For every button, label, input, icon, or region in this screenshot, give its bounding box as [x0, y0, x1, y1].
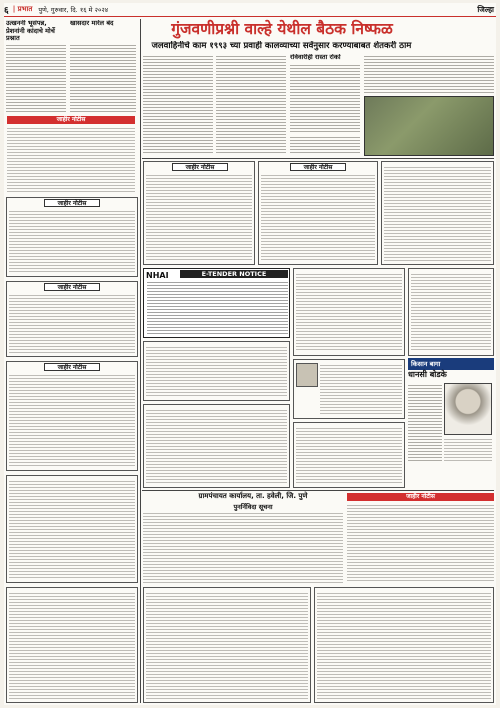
- retender-subtitle: पुनर्निविदा सूचना: [233, 503, 273, 511]
- divider-bottom: [142, 490, 494, 491]
- notice-photo-1: [296, 363, 318, 387]
- notice-text-8: [384, 165, 491, 261]
- field-photo: [364, 96, 494, 156]
- notice-text-13: [146, 408, 287, 484]
- obituary-text-2: [444, 437, 492, 463]
- retender-body: [143, 511, 343, 583]
- kisan-name: धानसी बोडके: [408, 370, 447, 379]
- notice-text-12: [320, 363, 402, 415]
- e-tender-notice: [143, 268, 290, 338]
- notice-label-3: जाहीर नोटीस: [44, 363, 100, 371]
- notice-text-7: [261, 173, 375, 261]
- newspaper-page: [4, 3, 496, 705]
- main-headline: गुंजवणीप्रश्नी वाल्हे येथील बैठक निष्फळ: [171, 20, 393, 38]
- masthead: [4, 3, 496, 17]
- edition-date: पुणे, गुरुवार, दि. १६ मे २०२४: [38, 6, 109, 14]
- obituary-text: [408, 383, 442, 463]
- public-notice-banner-2: जाहीर नोटीस: [347, 493, 494, 501]
- notice-text-11: [146, 345, 287, 397]
- notice-text-5: [9, 591, 135, 699]
- e-tender-body: [147, 280, 288, 335]
- e-tender-title: E-TENDER NOTICE: [180, 270, 288, 278]
- notice-label-1: जाहीर नोटीस: [44, 199, 100, 207]
- notice-text-6: [146, 173, 252, 261]
- notice-label-6: जाहीर नोटीस: [172, 163, 228, 171]
- brand-logo: | प्रभात: [12, 5, 33, 13]
- main-story-col-1: [143, 54, 213, 154]
- column-divider-left: [140, 19, 141, 703]
- notice-text-2: [9, 293, 135, 353]
- notice-text-4: [9, 479, 135, 579]
- left-story-body: [6, 43, 66, 113]
- main-subhead: जलवाहिनीचे काम १९९३ च्या प्रवाही कालव्याच्या सर्वेनुसार करण्याबाबत शेतकरी ठाम: [151, 41, 412, 51]
- obituary-portrait: [444, 383, 492, 435]
- notice-text-15: [146, 591, 308, 699]
- main-story-lead-label: रविवारीही रास्ता रोको: [290, 54, 341, 61]
- notice-text-10: [411, 272, 491, 352]
- public-notice-banner: जाहीर नोटीस: [7, 116, 135, 124]
- notice-text-16: [317, 591, 491, 699]
- divider-main: [142, 158, 494, 159]
- notice-text-9: [296, 272, 402, 352]
- main-story-col-2: [216, 54, 286, 154]
- notice-text-1: [9, 209, 135, 273]
- right-top-story: [364, 54, 494, 94]
- kisan-banner: किसान बागा: [408, 358, 494, 370]
- gram-panchayat-title: ग्रामपंचायत कार्यालय, ता. हवेली, जि. पुणे: [198, 492, 308, 500]
- notice-label-7: जाहीर नोटीस: [290, 163, 346, 171]
- main-story-col-3b: [290, 135, 360, 154]
- notice-text-14: [296, 426, 402, 484]
- public-notice-text: [7, 126, 135, 194]
- left-story-headline: उत्खननी भूसंपन्न, प्रेशनांनी कांदाचे मोर्चे प्रश्नात: [6, 20, 55, 42]
- left-story2-body: [70, 43, 136, 113]
- nhai-logo: NHAI: [146, 271, 169, 280]
- section-label: जिल्हा: [477, 4, 494, 14]
- notice-label-2: जाहीर नोटीस: [44, 283, 100, 291]
- main-story-col-3: [290, 63, 360, 133]
- page-number: ६: [4, 6, 9, 16]
- public-notice-text-2: [347, 503, 494, 583]
- notice-text-3: [9, 373, 135, 467]
- left-story2-headline: खासदार मारेल बंद: [70, 20, 114, 27]
